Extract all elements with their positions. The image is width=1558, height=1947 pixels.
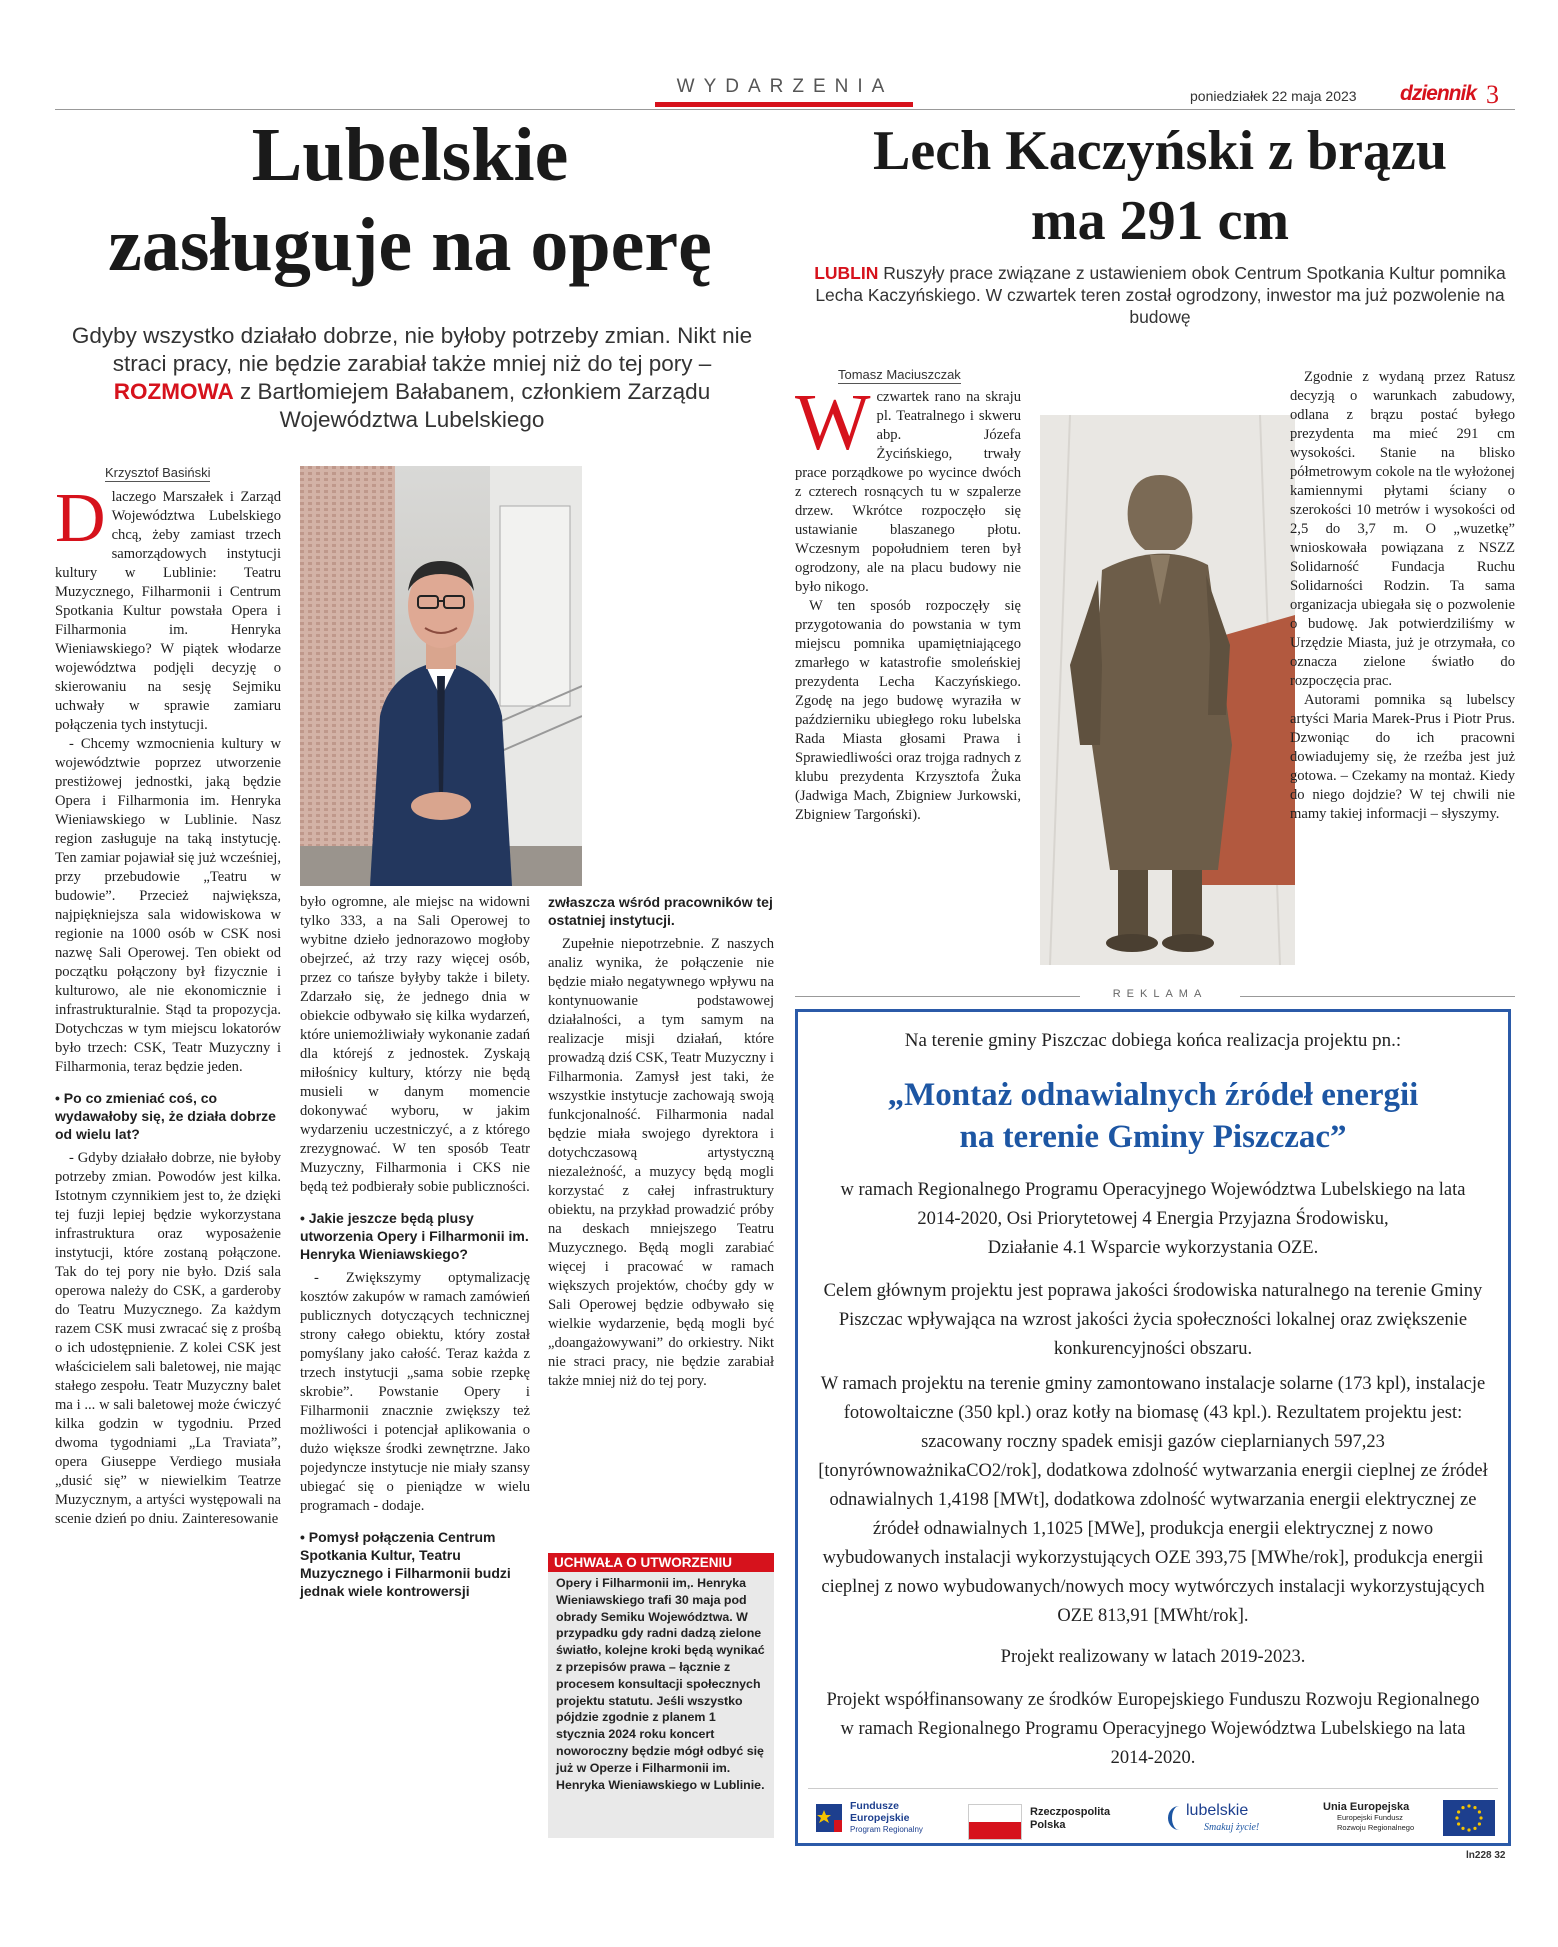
left-dropcap: D (55, 480, 106, 557)
right-col2-p1: Zgodnie z wydaną przez Ratusz decyzją o warunkach zabudowy, odlana z brązu postać byłego prezydenta ma mieć 291 cm wysokości. Stanie na blisko półmetrowym cokole na tle wyłożonej kamiennymi płytami ściany o szerokości 10 metrów i wysokości od 2,5 do 3,7 m. O „wuzetkę” wnioskowała powiązana z NSZZ Solidarność Fundacja Ruchu Solidarności Rodzin. Ta sama organizacja ubiegała się o pozwolenie o budowę. Jak potwierdziliśmy w Urzędzie Miasta, już je otrzymała, co oznacza zielone światło do rozpoczęcia prac. (1290, 369, 1515, 689)
left-col1-p1: laczego Marszałek i Zarząd Województwa Lubelskiego chcą, żeby zamiast trzech samorządowych instytucji kultury w Lublinie: Teatru Muzycznego, Filharmonii i Centrum Spotkania Kultur powstała Opera i Filharmonia im. Henryka Wieniawskiego? W piątek włodarze województwa podjęli decyzję o skierowaniu na sesję Sejmiku uchwały w sprawie zamiaru połączenia tych instytucji. (55, 489, 281, 733)
ad-intro: Na terenie gminy Piszczac dobiega końca realizacja projektu pn.: (904, 1030, 1402, 1051)
brand-logo: dziennik (1400, 82, 1477, 105)
ad-paragraph-1: w ramach Regionalnego Programu Operacyjnego Województwa Lubelskiego na lata 2014-2020, Osi Priorytetowej 4 Energia Przyjazna Środowisku, (840, 1180, 1466, 1229)
left-headline-line1: Lubelskie (251, 113, 569, 197)
ue-line3: Rozwoju Regionalnego (1337, 1823, 1415, 1832)
right-col2-p2: Autorami pomnika są lubelscy artyści Maria Marek-Prus i Piotr Prus. Dzwoniąc do ich pracowni dowiadujemy się, że rzeźba jest już gotowa. – Czekamy na montaż. Kiedy do niego dojdzie? W tej chwili nie mamy takiej informacji – słyszymy. (1290, 692, 1515, 822)
right-column-2 (1290, 368, 1515, 824)
advertisement-box (795, 1009, 1511, 1846)
info-box-title: UCHWAŁA O UTWORZENIU (548, 1553, 774, 1572)
left-question-3-end: zwłaszcza wśród pracowników tej ostatniej instytucji. (548, 894, 773, 928)
ue-line1: Unia Europejska (1323, 1801, 1410, 1813)
info-box (548, 1553, 774, 1838)
left-question-2: • Jakie jeszcze będą plusy utworzenia Opery i Filharmonii im. Henryka Wieniawskiego? (300, 1210, 529, 1262)
eu-flag-icon (1443, 1800, 1495, 1836)
left-lead-highlight: ROZMOWA (113, 379, 234, 404)
ad-title-line2: na terenie Gminy Piszczac” (959, 1119, 1347, 1155)
right-dropcap: W (795, 379, 871, 467)
right-lead (810, 262, 1510, 328)
left-column-2 (300, 893, 530, 1606)
ad-title (798, 1074, 1508, 1158)
ad-logos-rule (808, 1788, 1498, 1789)
right-col1-p1: czwartek rano na skraju pl. Teatralnego i skweru abp. Józefa Życińskiego, trwały prace porządkowe po wycince dwóch z czterech rosnących tu w szpalerze drzew. Wkrótce rozpoczęło się ustawianie blaszanego płotu. Wczesnym popołudniem teren był ogrodzony, ale na placu budowy nie było nikogo. (795, 389, 1021, 595)
ad-paragraph-3: W ramach projektu na terenie gminy zamontowano instalacje solarne (173 kpl), instalacje fotowoltaiczne (350 kpl.) oraz kotły na biomasę (43 kpl.). Rezultatem projektu jest: szacowany roczny spadek emisji gazów cieplarnianych 597,23 [tonyrównoważnikaCO2/rok], dodatkowa zdolność wytwarzania energii cieplnej ze źródeł odnawialnych 1,4198 [MWt], dodatkowa zdolność wytwarzania energii elektrycznej ze źródeł odnawialnych 1,1025 [MWe], produkcja energii elektrycznej z nowo wybudowanych instalacji wykorzystujących OZE 393,75 [MWhe/rok], produkcja energii cieplnej z nowo wybudowanych/nowych mocy wytwórczych instalacji wykorzystujących OZE 813,91 [MWht/rok]. (818, 1374, 1488, 1626)
left-lead (62, 322, 762, 434)
statue-illustration (1040, 415, 1295, 965)
left-col2-p1: było ogromne, ale miejsc na widowni tylko 333, a na Sali Operowej to wybitne dzieło jednorazowo mogłoby obejrzeć, aż trzy razy więcej osób, przez co tańsze byłyby także i bilety. Zdarzało się, że jednego dnia w obiekcie odbywało się kilka wydarzeń, które uniemożliwiały wykonanie zadań dla którejś z jednostek. Zyskają miłośnicy kultury, którzy nie będą musieli w danym momencie dokonywać wyboru, w jakim wydarzeniu uczestniczyć, a z którego zrezygnować. W ten sposób Teatr Muzyczny, Filharmonia i CKS nie będą też podbierały sobie publiczności. (300, 894, 530, 1195)
left-author: Krzysztof Basiński (105, 465, 211, 480)
left-column-3 (548, 893, 774, 1391)
logo-rzeczpospolita (968, 1802, 1148, 1842)
left-question-1: • Po co zmieniać coś, co wydawałoby się, że działa dobrze od wielu lat? (55, 1090, 276, 1142)
fe-line1: Fundusze (850, 1800, 899, 1812)
left-question-3: • Pomysł połączenia Centrum Spotkania Kultur, Teatru Muzycznego i Filharmonii budzi jednak wiele kontrowersji (300, 1529, 511, 1599)
poland-flag-icon (968, 1804, 1022, 1840)
left-col1-p2: - Chcemy wzmocnienia kultury w województwie poprzez utworzenie prestiżowej jednostki, jaką będzie Opera i Filharmonia im. Henryka Wieniawskiego w Lublinie. Nasz region zasługuje na taką instytucję. Ten zamiar pojawiał się już wcześniej, przy przebudowie „Teatru w budowie”. Przecież największa, najpiękniejsza sala widowiskowa w regionie na 1000 osób w CSK nosi nazwę Sali Operowej. Ten obiekt od początku połączony był fizycznie i kulturowo, ale nie ekonomicznie i infrastrukturalnie. Stąd ta propozycja. Dotychczas w tym miejscu lokatorów było trzech: CSK, Teatr Muzyczny i Filharmonia, teraz będzie jeden. (55, 736, 281, 1075)
section-header: WYDARZENIA (676, 76, 894, 97)
ad-paragraph-5: Projekt współfinansowany ze środków Europejskiego Funduszu Rozwoju Regionalnego w ramach Regionalnego Programu Operacyjnego Województwa Lubelskiego na lata 2014-2020. (826, 1690, 1480, 1768)
logo-lubelskie (1168, 1800, 1298, 1840)
left-col2-p2: - Zwiększymy optymalizację kosztów zakupów w ramach zamówień publicznych dotyczących technicznej strony całego obiektu, który został pomyślany jako całość. Teraz każda z trzech instytucji „sama sobie rzepkę skrobie”. Powstanie Opery i Filharmonii znacznie zwiększy też możliwości i potencjał aplikowania o dużo większe środki zewnętrzne. Jako pojedyncze instytucje nie miały szansy ubiegać się o pieniądze w wielu programach - dodaje. (300, 1270, 530, 1514)
rp-line1: Rzeczpospolita (1030, 1806, 1111, 1818)
right-col1-p2: W ten sposób rozpoczęły się przygotowania do powstania w tym miejscu pomnika upamiętniającego zmarłego w katastrofie smoleńskiej prezydenta Lecha Kaczyńskiego. Zgodę na jego budowę wyraziła w październiku ubiegłego roku lubelska Rada Miasta głosami Prawa i Sprawiedliwości oraz trojga radnych z klubu prezydenta Krzysztofa Żuka (Jadwiga Mach, Zbigniew Jurkowski, Zbigniew Targoński). (795, 598, 1021, 823)
page-number: 3 (1486, 80, 1499, 109)
logo-fundusze-europejskie (816, 1800, 946, 1840)
lubelskie-name: lubelskie (1186, 1802, 1249, 1819)
ad-code: ln228 32 (1466, 1850, 1506, 1861)
ad-label-rule-right (1240, 996, 1515, 997)
person-photo-illustration (300, 466, 582, 886)
right-lead-city: LUBLIN (814, 263, 879, 283)
right-lead-text: Ruszyły prace związane z ustawieniem obok Centrum Spotkania Kultur pomnika Lecha Kaczyńskiego. W czwartek teren został ogrodzony, inwestor ma już pozwolenie na budowę (815, 263, 1506, 327)
left-headline-line2: zasługuje na operę (108, 203, 712, 287)
left-col3-p1: Zupełnie niepotrzebnie. Z naszych analiz wynika, że połączenie nie będzie miało negatywnego wpływu na kontynuowanie podstawowej działalności, a tym samym na realizacje misji działań, które prowadzą dziś CSK, Teatr Muzyczny i Filharmonia. Zamysł jest taki, że wszystkie instytucje zachowają swoją funkcjonalność. Filharmonia nadal będzie miała swojego dyrektora i dotychczasową artystyczną niezależność, a muzycy będą mogli korzystać z całej infrastruktury obiektu, na przykład prowadzić próby na deskach mniejszego Teatru Muzycznego. Będą mogli zarabiać więcej i pracować w ramach większych projektów, choćby gdy w Sali Operowej będzie odbywało się wielkie wydarzenie, będą mogli być „doangażowywani” do orkiestry. Nikt nie straci pracy, nie będzie zarabiał także mniej niż do tej pory. (548, 936, 774, 1389)
left-column-1 (55, 480, 281, 1529)
right-headline-line2: ma 291 cm (1030, 190, 1290, 252)
logo-unia-europejska (1323, 1800, 1503, 1840)
left-byline (105, 464, 230, 482)
right-column-1 (795, 379, 1021, 825)
section-underline (655, 102, 913, 107)
right-headline (800, 116, 1520, 256)
left-headline (55, 110, 765, 290)
left-col1-p3: - Gdyby działało dobrze, nie byłoby potrzeby zmian. Powodów jest kilka. Istotnym czynnikiem jest to, że dzięki tej fuzji lepiej będzie wykorzystana infrastruktura oraz wyposażenie instytucji, które zostaną połączone. Tak do tej pory nie było. Dziś sala operowa należy do CSK, a garderoby do Teatru Muzycznego. Za każdym razem CSK musi zwracać się z prośbą o ich udostępnienie. Z kolei CSK jest właścicielem sali baletowej, nie mając stałego zespołu. Teatr Muzyczny balet ma i ... w sali baletowej może ćwiczyć kilka godzin w tygodniu. Przed dwoma tygodniami „La Traviata”, opera Giuseppe Verdiego musiała „dusić się” w niewielkim Teatrze Muzycznym, a artyści występowali na scenie dzień po dniu. Zainteresowanie (55, 1150, 281, 1527)
info-box-text: Opery i Filharmonii im,. Henryka Wieniawskiego trafi 30 maja pod obrady Semiku Województwa. W przypadku gdy radni dadzą zielone światło, kolejne kroki będą wynikać z przepisów prawa – łącznie z procesem konsultacji społecznych projektu statutu. Jeśli wszystko pójdzie zgodnie z planem 1 stycznia 2024 roku koncert noworoczny będzie mógł odbyć się już w Operze i Filharmonii im. Henryka Wieniawskiego w Lublinie. (556, 1576, 765, 1792)
statue-photo (1040, 415, 1295, 965)
ad-title-line1: „Montaż odnawialnych źródeł energii (887, 1077, 1419, 1113)
right-author: Tomasz Maciuszczak (838, 367, 961, 382)
left-lead-text2: z Bartłomiejem Bałabanem, członkiem Zarządu Województwa Lubelskiego (240, 379, 711, 432)
right-headline-line1: Lech Kaczyński z brązu (873, 120, 1447, 182)
lubelskie-tagline: Smakuj życie! (1204, 1822, 1260, 1833)
fe-line3: Program Regionalny (850, 1825, 923, 1834)
fe-star-icon (816, 1800, 846, 1836)
ad-paragraph-4: Projekt realizowany w latach 2019-2023. (1000, 1647, 1306, 1667)
ad-paragraph-1b: Działanie 4.1 Wsparcie wykorzystania OZE. (987, 1238, 1319, 1258)
left-lead-text: Gdyby wszystko działało dobrze, nie byłoby potrzeby zmian. Nikt nie straci pracy, nie będzie zarabiał także mniej niż do tej pory – (71, 323, 753, 376)
ad-paragraph-2: Celem głównym projektu jest poprawa jakości środowiska naturalnego na terenie Gminy Piszczac wpływająca na wzrost jakości życia społeczności lokalnej oraz zwiększenie konkurencyjności obszaru. (823, 1281, 1483, 1359)
rp-line2: Polska (1030, 1819, 1066, 1831)
ad-label-rule-left (795, 996, 1080, 997)
issue-date: poniedziałek 22 maja 2023 (1190, 88, 1357, 104)
ue-line2: Europejski Fundusz (1337, 1813, 1403, 1822)
ad-label: REKLAMA (1112, 988, 1208, 1000)
fe-line2: Europejskie (850, 1812, 910, 1824)
interview-photo (300, 466, 582, 886)
